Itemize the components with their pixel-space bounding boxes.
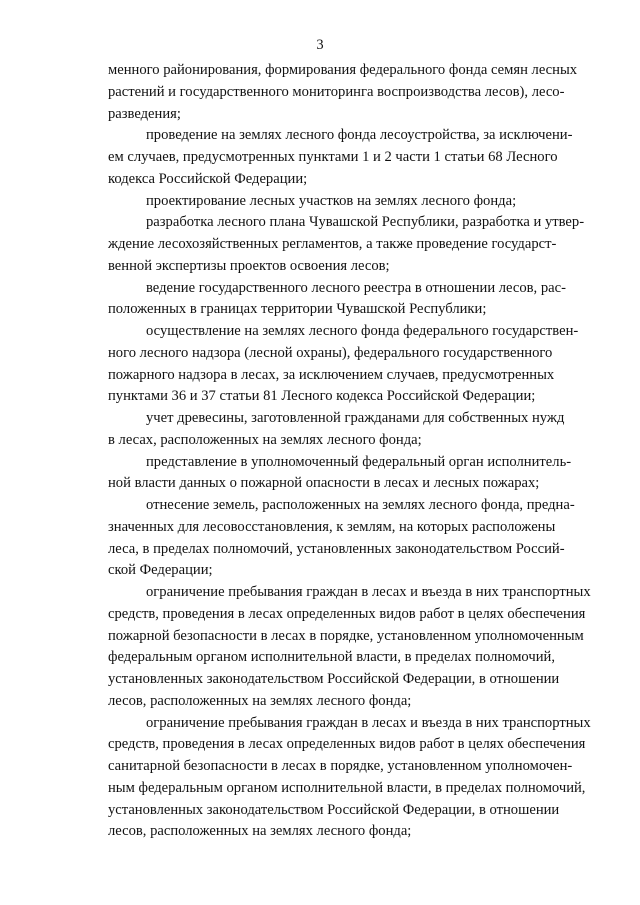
paragraph [108, 452, 572, 496]
text-line: пожарного надзора в лесах, за исключением случаев, предусмотренных [108, 366, 555, 383]
text-line: федеральным органом исполнительной власти, в пределах полномочий, [108, 649, 555, 666]
paragraph [108, 582, 591, 713]
text-line: ем случаев, предусмотренных пунктами 1 и 2 части 1 статьи 68 Лесного [108, 149, 558, 165]
text-line: лесов, расположенных на землях лесного фонда; [108, 823, 412, 840]
text-line: лесов, расположенных на землях лесного фонда; [108, 692, 412, 709]
text-line: средств, проведения в лесах определенных видов работ в целях обеспечения [108, 605, 586, 622]
text-line: ограничение пребывания граждан в лесах и въезда в них транспортных [146, 584, 591, 600]
text-line: пожарной безопасности в лесах в порядке, установленном уполномоченным [108, 627, 584, 644]
text-line: установленных законодательством Российской Федерации, в отношении [108, 801, 560, 818]
text-line: разработка лесного плана Чувашской Республики, разработка и утвер- [146, 214, 585, 231]
text-line: проектирование лесных участков на землях лесного фонда; [146, 192, 517, 209]
text-line: кодекса Российской Федерации; [108, 170, 308, 187]
text-line: ным федеральным органом исполнительной власти, в пределах полномочий, [108, 779, 586, 796]
paragraph [108, 125, 573, 190]
paragraph [108, 191, 532, 213]
text-line: леса, в пределах полномочий, установленных законодательством Россий- [108, 540, 565, 557]
paragraph [108, 321, 579, 408]
paragraph [108, 212, 585, 277]
text-line: средств, проведения в лесах определенных видов работ в целях обеспечения [108, 736, 586, 753]
text-line: ждение лесохозяйственных регламентов, а также проведение государст- [108, 236, 557, 252]
text-line: разведения; [108, 105, 181, 122]
document-body [108, 60, 591, 843]
text-line: представление в уполномоченный федеральный орган исполнитель- [146, 453, 572, 470]
text-line: проведение на землях лесного фонда лесоустройства, за исключени- [146, 127, 573, 144]
paragraph [108, 495, 575, 582]
text-line: ограничение пребывания граждан в лесах и въезда в них транспортных [146, 714, 591, 731]
text-line: менного районирования, формирования федерального фонда семян лесных [108, 62, 578, 78]
text-line: ной власти данных о пожарной опасности в лесах и лесных пожарах; [108, 475, 540, 492]
text-line: ного лесного надзора (лесной охраны), федерального государственного [108, 344, 553, 361]
text-line: отнесение земель, расположенных на землях лесного фонда, предна- [146, 497, 575, 513]
text-line: растений и государственного мониторинга воспроизводства лесов), лесо- [108, 83, 565, 100]
text-line: положенных в границах территории Чувашской Республики; [108, 301, 487, 318]
text-line: значенных для лесовосстановления, к землям, на которых расположены [108, 518, 556, 535]
text-line: ведение государственного лесного реестра в отношении лесов, рас- [146, 279, 566, 296]
text-line: пунктами 36 и 37 статьи 81 Лесного кодекса Российской Федерации; [108, 388, 536, 405]
text-line: осуществление на землях лесного фонда федерального государствен- [146, 323, 579, 339]
paragraph [108, 278, 566, 322]
text-line: санитарной безопасности в лесах в порядке, установленном уполномочен- [108, 758, 573, 774]
text-line: в лесах, расположенных на землях лесного фонда; [108, 431, 422, 448]
text-line: установленных законодательством Российской Федерации, в отношении [108, 671, 560, 687]
page-number: 3 [316, 37, 324, 53]
paragraph [108, 408, 565, 452]
text-line: учет древесины, заготовленной гражданами для собственных нужд [146, 410, 565, 426]
text-line: венной экспертизы проектов освоения лесов; [108, 257, 390, 274]
paragraph [108, 60, 578, 125]
text-line: ской Федерации; [108, 562, 213, 579]
paragraph [108, 713, 591, 844]
